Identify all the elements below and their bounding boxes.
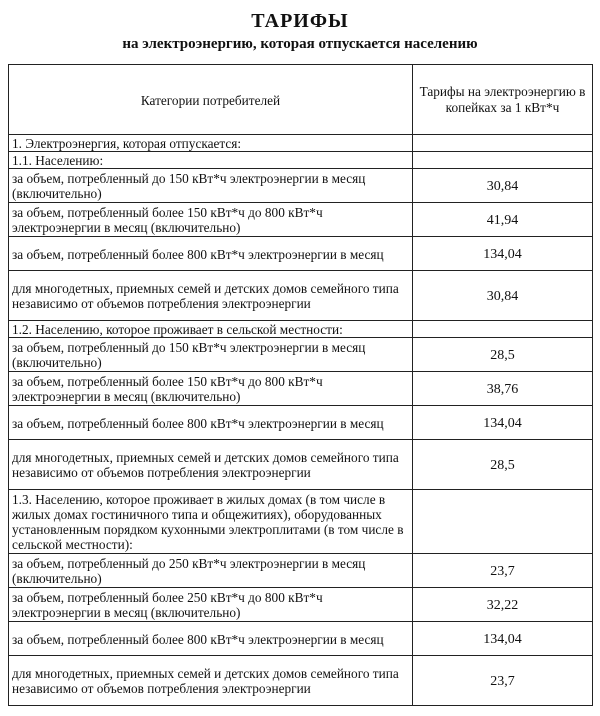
section-label: 1.2. Населению, которое проживает в сельской местности: <box>9 321 413 338</box>
row-value: 23,7 <box>413 656 593 706</box>
empty-cell <box>413 321 593 338</box>
row-label: за объем, потребленный до 150 кВт*ч электроэнергии в месяц (включительно) <box>9 338 413 372</box>
section-row <box>9 152 593 169</box>
row-label: за объем, потребленный более 150 кВт*ч до 800 кВт*ч электроэнергии в месяц (включительно) <box>9 372 413 406</box>
tariffs-table <box>8 64 593 706</box>
page-subtitle: на электроэнергию, которая отпускается населению <box>122 36 478 52</box>
table-row <box>9 622 593 656</box>
page-title: ТАРИФЫ <box>251 10 349 32</box>
table-row <box>9 372 593 406</box>
row-value: 28,5 <box>413 440 593 490</box>
row-value: 30,84 <box>413 169 593 203</box>
table-row <box>9 554 593 588</box>
row-label: за объем, потребленный более 250 кВт*ч до 800 кВт*ч электроэнергии в месяц (включительно) <box>9 588 413 622</box>
row-value: 41,94 <box>413 203 593 237</box>
table-row <box>9 271 593 321</box>
table-row <box>9 588 593 622</box>
section-row <box>9 490 593 554</box>
section-label: 1.3. Населению, которое проживает в жилых домах (в том числе в жилых домах гостиничного типа и общежитиях), оборудованных установленным порядком кухонными электроплитами (в том числе в сельской местности): <box>9 490 413 554</box>
table-row <box>9 656 593 706</box>
row-value: 30,84 <box>413 271 593 321</box>
table-row <box>9 406 593 440</box>
section-row <box>9 321 593 338</box>
table-row <box>9 203 593 237</box>
row-value: 134,04 <box>413 237 593 271</box>
row-value: 28,5 <box>413 338 593 372</box>
empty-cell <box>413 490 593 554</box>
header-consumer-categories: Категории потребителей <box>9 65 413 135</box>
empty-cell <box>413 135 593 152</box>
row-value: 134,04 <box>413 622 593 656</box>
row-value: 23,7 <box>413 554 593 588</box>
section-label: 1.1. Населению: <box>9 152 413 169</box>
row-label: для многодетных, приемных семей и детских домов семейного типа независимо от объемов потребления электроэнергии <box>9 656 413 706</box>
row-label: за объем, потребленный более 800 кВт*ч электроэнергии в месяц <box>9 406 413 440</box>
row-value: 134,04 <box>413 406 593 440</box>
table-row <box>9 169 593 203</box>
row-label: за объем, потребленный более 800 кВт*ч электроэнергии в месяц <box>9 622 413 656</box>
row-label: за объем, потребленный до 250 кВт*ч электроэнергии в месяц (включительно) <box>9 554 413 588</box>
section-label: 1. Электроэнергия, которая отпускается: <box>9 135 413 152</box>
table-row <box>9 237 593 271</box>
row-label: за объем, потребленный до 150 кВт*ч электроэнергии в месяц (включительно) <box>9 169 413 203</box>
row-label: для многодетных, приемных семей и детских домов семейного типа независимо от объемов потребления электроэнергии <box>9 440 413 490</box>
row-label: за объем, потребленный более 150 кВт*ч до 800 кВт*ч электроэнергии в месяц (включительно) <box>9 203 413 237</box>
table-row <box>9 338 593 372</box>
row-value: 38,76 <box>413 372 593 406</box>
section-row <box>9 135 593 152</box>
table-row <box>9 440 593 490</box>
table-header-row <box>9 65 593 135</box>
row-label: для многодетных, приемных семей и детских домов семейного типа независимо от объемов потребления электроэнергии <box>9 271 413 321</box>
header-tariff: Тарифы на электроэнергию в копейках за 1 кВт*ч <box>413 65 593 135</box>
row-label: за объем, потребленный более 800 кВт*ч электроэнергии в месяц <box>9 237 413 271</box>
empty-cell <box>413 152 593 169</box>
row-value: 32,22 <box>413 588 593 622</box>
